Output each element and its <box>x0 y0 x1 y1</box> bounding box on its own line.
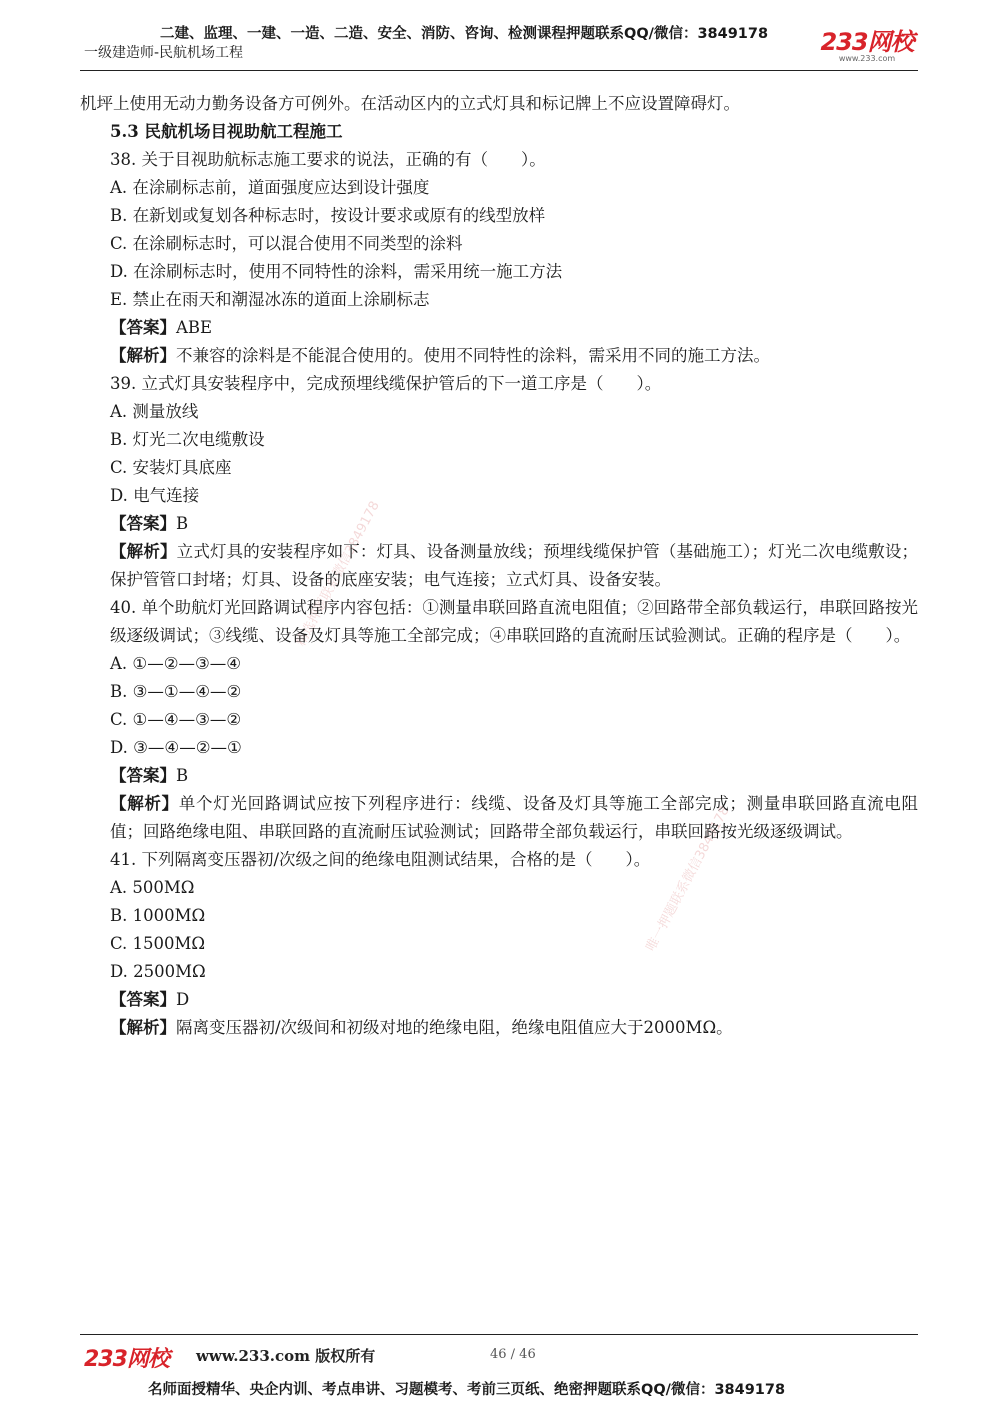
answer-line <box>80 986 918 1014</box>
label-tag: 【解析】 <box>110 794 179 813</box>
line-text: B. 灯光二次电缆敷设 <box>110 430 265 449</box>
line-text: 40. 单个助航灯光回路调试程序内容包括：①测量串联回路直流电阻值；②回路带全部负载运行，串联回路按光级逐级调试；③线缆、设备及灯具等施工全部完成；④串联回路的直流耐压试验测试。正确的程序是（ ）。 <box>110 598 918 645</box>
page-number: 46 / 46 <box>490 1347 536 1362</box>
line-text: 39. 立式灯具安装程序中，完成预埋线缆保护管后的下一道工序是（ ）。 <box>110 374 662 393</box>
line-text: D <box>176 990 190 1009</box>
line-text: ABE <box>176 318 213 337</box>
label-tag: 【答案】 <box>110 318 176 337</box>
answer-line <box>80 510 918 538</box>
document-body <box>80 90 918 1042</box>
footer-divider <box>80 1334 918 1335</box>
logo-text: 233网校 <box>820 28 914 56</box>
line-text: 5.3 民航机场目视助航工程施工 <box>110 122 343 141</box>
text-line <box>80 286 918 314</box>
analysis-line <box>80 1014 918 1042</box>
analysis-line <box>80 538 918 594</box>
text-line <box>80 230 918 258</box>
line-text: 机坪上使用无动力勤务设备方可例外。在活动区内的立式灯具和标记牌上不应设置障碍灯。 <box>80 94 740 113</box>
line-text: A. ①—②—③—④ <box>110 654 242 673</box>
brand-logo <box>812 30 922 63</box>
text-line <box>80 146 918 174</box>
watermark: 精选押题联系微信3849178 <box>293 498 383 649</box>
text-line <box>80 454 918 482</box>
line-text: A. 测量放线 <box>110 402 199 421</box>
footer-logo: 233网校 <box>84 1347 169 1372</box>
text-line <box>80 174 918 202</box>
line-text: A. 在涂刷标志前，道面强度应达到设计强度 <box>110 178 430 197</box>
text-line <box>80 734 918 762</box>
text-line <box>80 650 918 678</box>
line-text: B <box>176 514 189 533</box>
answer-line <box>80 314 918 342</box>
header-divider <box>80 70 918 71</box>
line-text: B <box>176 766 189 785</box>
text-line <box>80 202 918 230</box>
line-text: C. 在涂刷标志时，可以混合使用不同类型的涂料 <box>110 234 463 253</box>
line-text: 单个灯光回路调试应按下列程序进行：线缆、设备及灯具等施工全部完成；测量串联回路直流电阻值；回路绝缘电阻、串联回路的直流耐压试验测试；回路带全部负载运行，串联回路按光级逐级调试。 <box>110 794 918 841</box>
footer-copyright: www.233.com 版权所有 <box>196 1347 376 1365</box>
analysis-line <box>80 790 918 846</box>
label-tag: 【解析】 <box>110 346 176 365</box>
text-line <box>80 846 918 874</box>
line-text: D. 2500MΩ <box>110 962 206 981</box>
line-text: A. 500MΩ <box>110 878 195 897</box>
text-line <box>80 258 918 286</box>
line-text: B. 1000MΩ <box>110 906 206 925</box>
line-text: C. 1500MΩ <box>110 934 206 953</box>
line-text: E. 禁止在雨天和潮湿冰冻的道面上涂刷标志 <box>110 290 430 309</box>
label-tag: 【解析】 <box>110 1018 176 1037</box>
text-line <box>80 370 918 398</box>
line-text: D. 电气连接 <box>110 486 200 505</box>
text-line <box>80 118 918 146</box>
text-line <box>80 678 918 706</box>
label-tag: 【答案】 <box>110 514 176 533</box>
logo-url: www.233.com <box>838 54 896 63</box>
line-text: C. ①—④—③—② <box>110 710 242 729</box>
header-contact-line: 二建、监理、一建、一造、二造、安全、消防、咨询、检测课程押题联系QQ/微信：3849178 <box>160 26 769 42</box>
line-text: D. 在涂刷标志时，使用不同特性的涂料，需采用统一施工方法 <box>110 262 563 281</box>
label-tag: 【答案】 <box>110 766 176 785</box>
label-tag: 【解析】 <box>110 542 177 561</box>
text-line <box>80 902 918 930</box>
line-text: 41. 下列隔离变压器初/次级之间的绝缘电阻测试结果，合格的是（ ）。 <box>110 850 651 869</box>
text-line <box>80 594 918 650</box>
footer-contact-line: 名师面授精华、央企内训、考点串讲、习题模考、考前三页纸、绝密押题联系QQ/微信：3849178 <box>148 1382 786 1398</box>
line-text: 不兼容的涂料是不能混合使用的。使用不同特性的涂料，需采用不同的施工方法。 <box>176 346 770 365</box>
text-line <box>80 958 918 986</box>
text-line <box>80 482 918 510</box>
watermark: 唯一押题联系微信3849178 <box>643 803 733 954</box>
answer-line <box>80 762 918 790</box>
label-tag: 【答案】 <box>110 990 176 1009</box>
text-line <box>80 426 918 454</box>
line-text: 立式灯具的安装程序如下：灯具、设备测量放线；预埋线缆保护管（基础施工）；灯光二次电缆敷设；保护管管口封堵；灯具、设备的底座安装；电气连接；立式灯具、设备安装。 <box>110 542 918 589</box>
text-line <box>80 90 918 118</box>
line-text: B. 在新划或复划各种标志时，按设计要求或原有的线型放样 <box>110 206 546 225</box>
line-text: C. 安装灯具底座 <box>110 458 232 477</box>
line-text: B. ③—①—④—② <box>110 682 242 701</box>
line-text: 38. 关于目视助航标志施工要求的说法，正确的有（ ）。 <box>110 150 546 169</box>
text-line <box>80 398 918 426</box>
text-line <box>80 930 918 958</box>
line-text: 隔离变压器初/次级间和初级对地的绝缘电阻，绝缘电阻值应大于2000MΩ。 <box>176 1018 733 1037</box>
text-line <box>80 874 918 902</box>
text-line <box>80 706 918 734</box>
document-subtitle: 一级建造师-民航机场工程 <box>84 45 244 61</box>
analysis-line <box>80 342 918 370</box>
line-text: D. ③—④—②—① <box>110 738 242 757</box>
